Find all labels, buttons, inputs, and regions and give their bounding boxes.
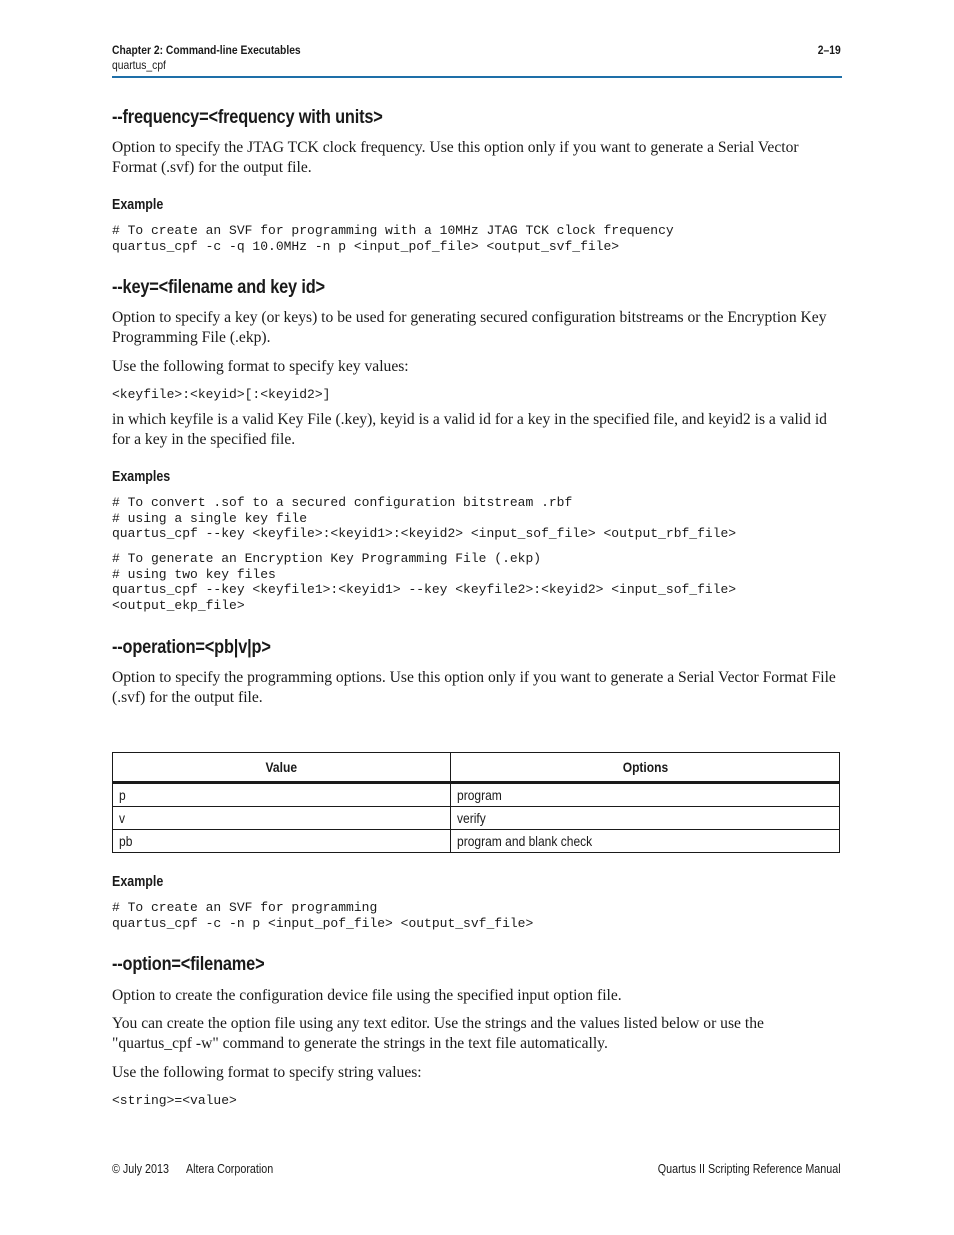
frequency-example-label: Example bbox=[112, 197, 164, 213]
key-description: Option to specify a key (or keys) to be used for generating secured configuration bitstreams or the Encryption Key Programming File (.ekp). bbox=[112, 309, 827, 346]
table-row bbox=[113, 783, 840, 807]
key-format-explanation: in which keyfile is a valid Key File (.key), keyid is a valid id for a key in the specified file, and keyid2 is a valid id for a key in the specified file. bbox=[112, 411, 827, 448]
key-examples-label: Examples bbox=[112, 469, 171, 485]
page-number: 2–19 bbox=[818, 43, 841, 57]
operation-example-label: Example bbox=[112, 874, 164, 890]
table-cell-value: pb bbox=[113, 830, 451, 853]
table-row bbox=[113, 807, 840, 830]
table-cell-option: verify bbox=[451, 807, 840, 830]
option-editor-note: You can create the option file using any text editor. Use the strings and the values listed below or use the "quartus_cpf -w" command to generate the strings in the text file automatically. bbox=[112, 1015, 764, 1052]
table-cell-option: program and blank check bbox=[451, 830, 840, 853]
table-cell-option: program bbox=[451, 783, 840, 807]
table-header-value: Value bbox=[113, 753, 451, 783]
option-heading: --option=<filename> bbox=[112, 954, 265, 975]
frequency-heading: --frequency=<frequency with units> bbox=[112, 107, 383, 128]
table-cell-value: v bbox=[113, 807, 451, 830]
operation-heading: --operation=<pb|v|p> bbox=[112, 637, 271, 658]
table-header-options: Options bbox=[451, 753, 840, 783]
key-code-block-2: # To generate an Encryption Key Programming File (.ekp) # using two key files quartus_cpf --key <keyfile1>:<keyid1> --key <keyfile2>:<keyid2> <input_sof_file> <output_ekp_file> bbox=[112, 551, 737, 613]
chapter-title: Chapter 2: Command-line Executables bbox=[112, 43, 301, 57]
option-format-code: <string>=<value> bbox=[112, 1093, 237, 1108]
footer-date: © July 2013 bbox=[112, 1162, 169, 1176]
operation-description: Option to specify the programming options. Use this option only if you want to generate a Serial Vector Format File (.svf) for the output file. bbox=[112, 669, 836, 706]
operation-options-table bbox=[112, 752, 840, 853]
key-heading: --key=<filename and key id> bbox=[112, 277, 325, 298]
option-description: Option to create the configuration device file using the specified input option file. bbox=[112, 987, 622, 1004]
footer-manual-title: Quartus II Scripting Reference Manual bbox=[658, 1162, 841, 1176]
section-subtitle: quartus_cpf bbox=[112, 58, 166, 72]
table-header-row bbox=[113, 753, 840, 783]
header-rule bbox=[112, 76, 842, 78]
operation-code-block: # To create an SVF for programming quartus_cpf -c -n p <input_pof_file> <output_svf_file> bbox=[112, 900, 534, 931]
table-cell-value: p bbox=[113, 783, 451, 807]
option-format-intro: Use the following format to specify string values: bbox=[112, 1064, 422, 1081]
frequency-code-block: # To create an SVF for programming with a 10MHz JTAG TCK clock frequency quartus_cpf -c -q 10.0MHz -n p <input_pof_file> <output_svf_file> bbox=[112, 223, 674, 254]
frequency-description: Option to specify the JTAG TCK clock frequency. Use this option only if you want to generate a Serial Vector Format (.svf) for the output file. bbox=[112, 139, 799, 176]
key-format-code: <keyfile>:<keyid>[:<keyid2>] bbox=[112, 387, 331, 402]
footer-company: Altera Corporation bbox=[186, 1162, 274, 1176]
key-code-block-1: # To convert .sof to a secured configuration bitstream .rbf # using a single key file quartus_cpf --key <keyfile>:<keyid1>:<keyid2> <input_sof_file> <output_rbf_file> bbox=[112, 495, 737, 542]
key-format-intro: Use the following format to specify key values: bbox=[112, 358, 409, 375]
table-row bbox=[113, 830, 840, 853]
